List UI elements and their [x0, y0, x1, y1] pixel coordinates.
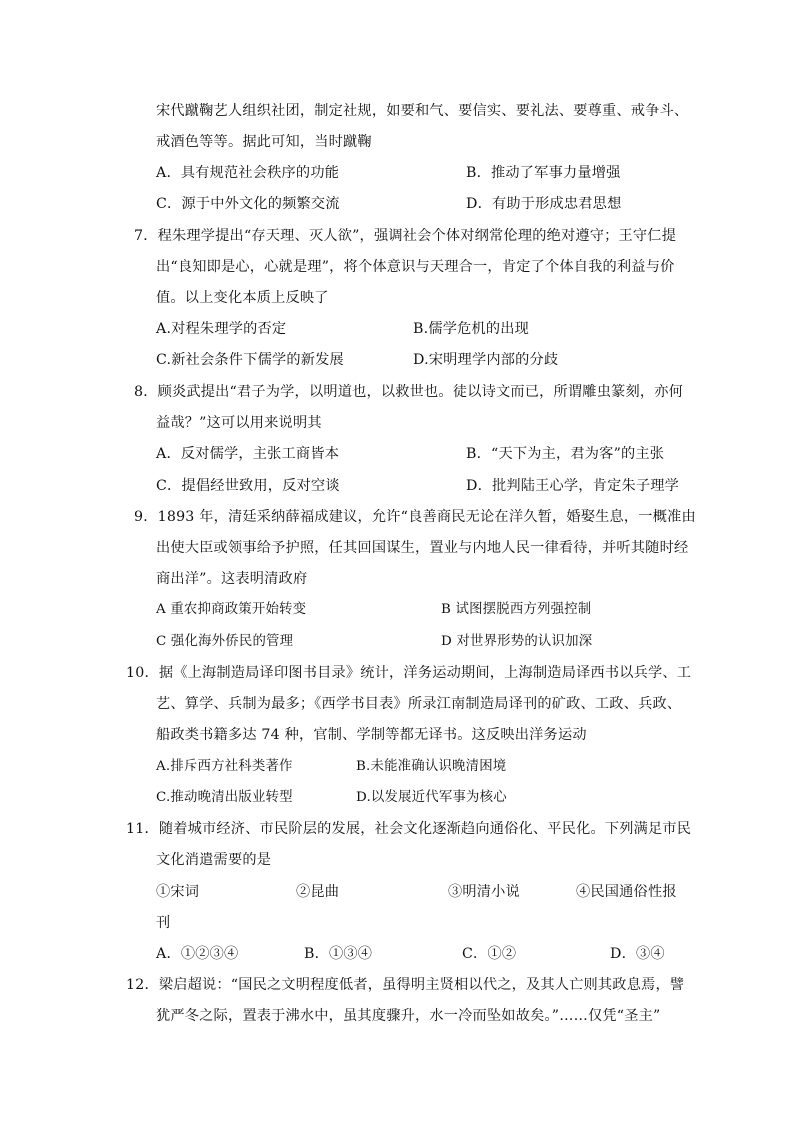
q11-stem-line-1: 11．随着城市经济、市民阶层的发展，社会文化逐渐趋向通俗化、平民化。下列满足市民 — [126, 821, 692, 837]
q9-stem-line-2: 出使大臣或领事给予护照，任其回国谋生，置业与内地人民一律看待，并听其随时经 — [156, 540, 689, 556]
q8-option-b: B．“天下为主，君为客”的主张 — [466, 446, 665, 462]
q11-option-c: C．①② — [462, 946, 517, 962]
q11-option-d: D．③④ — [610, 946, 665, 962]
q8-option-a: A．反对儒学，主张工商皆本 — [156, 446, 340, 462]
q8-stem-line-1: 8．顾炎武提出“君子为学，以明道也，以救世也。徒以诗文而已，所谓雕虫篆刻，亦何 — [134, 384, 684, 400]
q12-stem-line-2: 犹严冬之际，置表于沸水中，虽其度骤升，水一冷而坠如故矣。”……仅凭“圣主” — [156, 1008, 661, 1024]
q9-option-b: B 试图摆脱西方列强控制 — [441, 602, 592, 617]
q8-option-d: D．批判陆王心学，肯定朱子理学 — [466, 478, 680, 494]
q9-stem-line-1: 9．1893 年，清廷采纳薛福成建议，允许“良善商民无论在洋久暂，婚娶生息，一概准由 — [134, 509, 696, 525]
q8-option-c: C．提倡经世致用，反对空谈 — [156, 478, 340, 494]
q10-stem-line-2: 艺、算学、兵制为最多；《西学书目表》所录江南制造局译刊的矿政、工政、兵政、 — [156, 696, 682, 712]
q7-stem-line-2: 出“良知即是心，心就是理”，将个体意识与天理合一，肯定了个体自我的利益与价 — [156, 259, 675, 275]
q11-item-4-wrap: 刊 — [156, 915, 171, 931]
q9-option-d: D 对世界形势的认识加深 — [441, 634, 593, 649]
q10-option-c: C.推动晚清出版业转型 — [156, 790, 293, 805]
q10-option-d: D.以发展近代军事为核心 — [356, 790, 507, 805]
q11-option-b: B．①③④ — [304, 946, 373, 962]
q6-option-d: D．有助于形成忠君思想 — [466, 196, 622, 212]
q10-stem-line-1: 10．据《上海制造局译印图书目录》统计，洋务运动期间，上海制造局译西书以兵学、工 — [126, 665, 692, 681]
q6-stem-line-1: 宋代蹴鞠艺人组织社团，制定社规，如要和气、要信实、要礼法、要尊重、戒争斗、 — [156, 103, 689, 119]
q9-option-c: C 强化海外侨民的管理 — [156, 634, 294, 649]
q8-stem-line-2: 益哉？”这可以用来说明其 — [156, 415, 322, 431]
q6-option-c: C．源于中外文化的频繁交流 — [156, 196, 340, 212]
q6-option-b: B．推动了军事力量增强 — [466, 165, 621, 181]
q11-item-2: ②昆曲 — [296, 884, 340, 900]
q6-stem-line-2: 戒酒色等等。据此可知，当时蹴鞠 — [156, 134, 372, 150]
q11-option-a: A．①②③④ — [156, 946, 239, 962]
q7-option-a: A.对程朱理学的否定 — [156, 321, 287, 337]
q12-stem-line-1: 12．梁启超说：“国民之文明程度低者，虽得明主贤相以代之，及其人亡则其政息焉，譬 — [126, 977, 685, 993]
q7-option-c: C.新社会条件下儒学的新发展 — [156, 352, 344, 368]
q11-item-4: ④民国通俗性报 — [576, 884, 677, 900]
q11-stem-line-2: 文化消遣需要的是 — [156, 852, 272, 868]
q11-item-1: ①宋词 — [156, 884, 200, 900]
q7-option-b: B.儒学危机的出现 — [413, 321, 530, 337]
q10-stem-line-3: 船政类书籍多达 74 种，官制、学制等都无译书。这反映出洋务运动 — [156, 727, 587, 743]
q7-stem-line-1: 7．程朱理学提出“存天理、灭人欲”，强调社会个体对纲常伦理的绝对遵守；王守仁提 — [134, 228, 677, 244]
q7-stem-line-3: 值。以上变化本质上反映了 — [156, 290, 329, 306]
q9-option-a: A 重农抑商政策开始转变 — [156, 602, 307, 617]
q9-stem-line-3: 商出洋”。这表明清政府 — [156, 571, 308, 587]
q10-option-b: B.未能准确认识晚清困境 — [356, 759, 507, 774]
q10-option-a: A.排斥西方社科类著作 — [156, 759, 293, 774]
q6-option-a: A．具有规范社会秩序的功能 — [156, 165, 340, 181]
q11-item-3: ③明清小说 — [448, 884, 520, 900]
q7-option-d: D.宋明理学内部的分歧 — [413, 352, 559, 368]
